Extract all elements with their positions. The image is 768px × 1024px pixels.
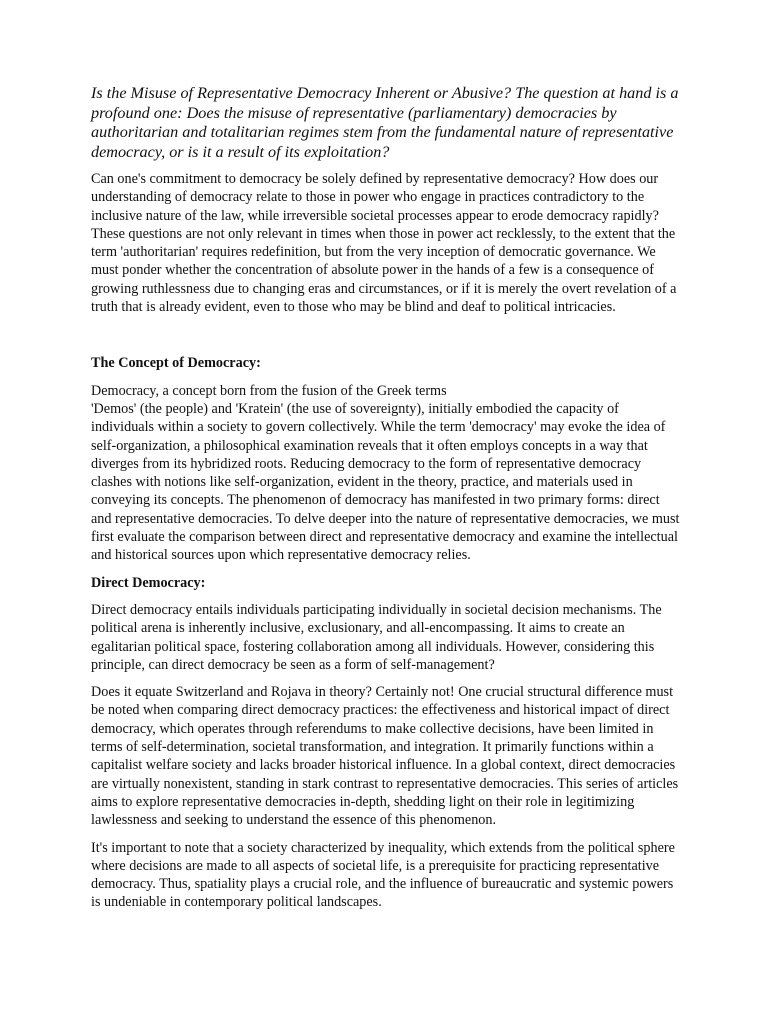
direct-paragraph-2: Does it equate Switzerland and Rojava in theory? Certainly not! One crucial structural difference must be noted when comparing direct democracy practices: the effectiveness and historical impact of direct democracy, which operates through referendums to make collective decisions, have been limited in terms of self-determination, societal transformation, and integration. It primarily functions within a capitalist welfare society and lacks broader historical influence. In a global context, direct democracies are virtually nonexistent, standing in stark contrast to representative democracies. This series of articles aims to explore representative democracies in-depth, shedding light on their role in legitimizing lawlessness and seeking to understand the essence of this phenomenon. [91, 684, 679, 829]
concept-body: 'Demos' (the people) and 'Kratein' (the use of sovereignty), initially embodied the capacity of individuals within a society to govern collectively. While the term 'democracy' may evoke the idea of self-organization, a philosophical examination reveals that it often employs concepts in a way that diverges from its hybridized roots. Reducing democracy to the form of representative democracy clashes with notions like self-organization, evident in the theory, practice, and materials used in conveying its concepts. The phenomenon of democracy has manifested in two primary forms: direct and representative democracies. To delve deeper into the nature of representative democracies, we must first evaluate the comparison between direct and representative democracy and examine the intellectual and historical sources upon which representative democracy relies. [91, 400, 680, 564]
section-heading-direct: Direct Democracy: [91, 574, 206, 591]
direct-paragraph-1: Direct democracy entails individuals participating individually in societal decision mechanisms. The political arena is inherently inclusive, exclusionary, and all-encompassing. It aims to create an egalitarian political space, fostering collaboration among all individuals. However, considering this principle, can direct democracy be seen as a form of self-management? [91, 601, 662, 673]
concept-paragraph [91, 382, 682, 565]
concept-first-line: Democracy, a concept born from the fusion of the Greek terms [91, 382, 447, 399]
opening-paragraph: Can one's commitment to democracy be solely defined by representative democracy? How does our understanding of democracy relate to those in power who engage in practices contradictory to the inclusive nature of the law, while irreversible societal processes appear to erode democracy rapidly? These questions are not only relevant in times when those in power act recklessly, to the extent that the term 'authoritarian' requires redefinition, but from the very inception of democratic governance. We must ponder whether the concentration of absolute power in the hands of a few is a consequence of growing ruthlessness due to changing eras and circumstances, or if it is merely the overt revelation of a truth that is already evident, even to those who may be blind and deaf to political intricacies. [91, 171, 677, 316]
section-spacer [91, 325, 682, 354]
section-heading-concept: The Concept of Democracy: [91, 355, 261, 372]
direct-paragraph-3: It's important to note that a society characterized by inequality, which extends from the political sphere where decisions are made to all aspects of societal life, is a prerequisite for practicing representative democracy. Thus, spatiality plays a crucial role, and the influence of bureaucratic and systemic powers is undeniable in contemporary political landscapes. [91, 839, 675, 911]
intro-question: Is the Misuse of Representative Democracy Inherent or Abusive? The question at hand is a profound one: Does the misuse of representative (parliamentary) democracies by authoritarian and totalitarian regimes stem from the fundamental nature of representative democracy, or is it a result of its exploitation? [91, 84, 679, 161]
